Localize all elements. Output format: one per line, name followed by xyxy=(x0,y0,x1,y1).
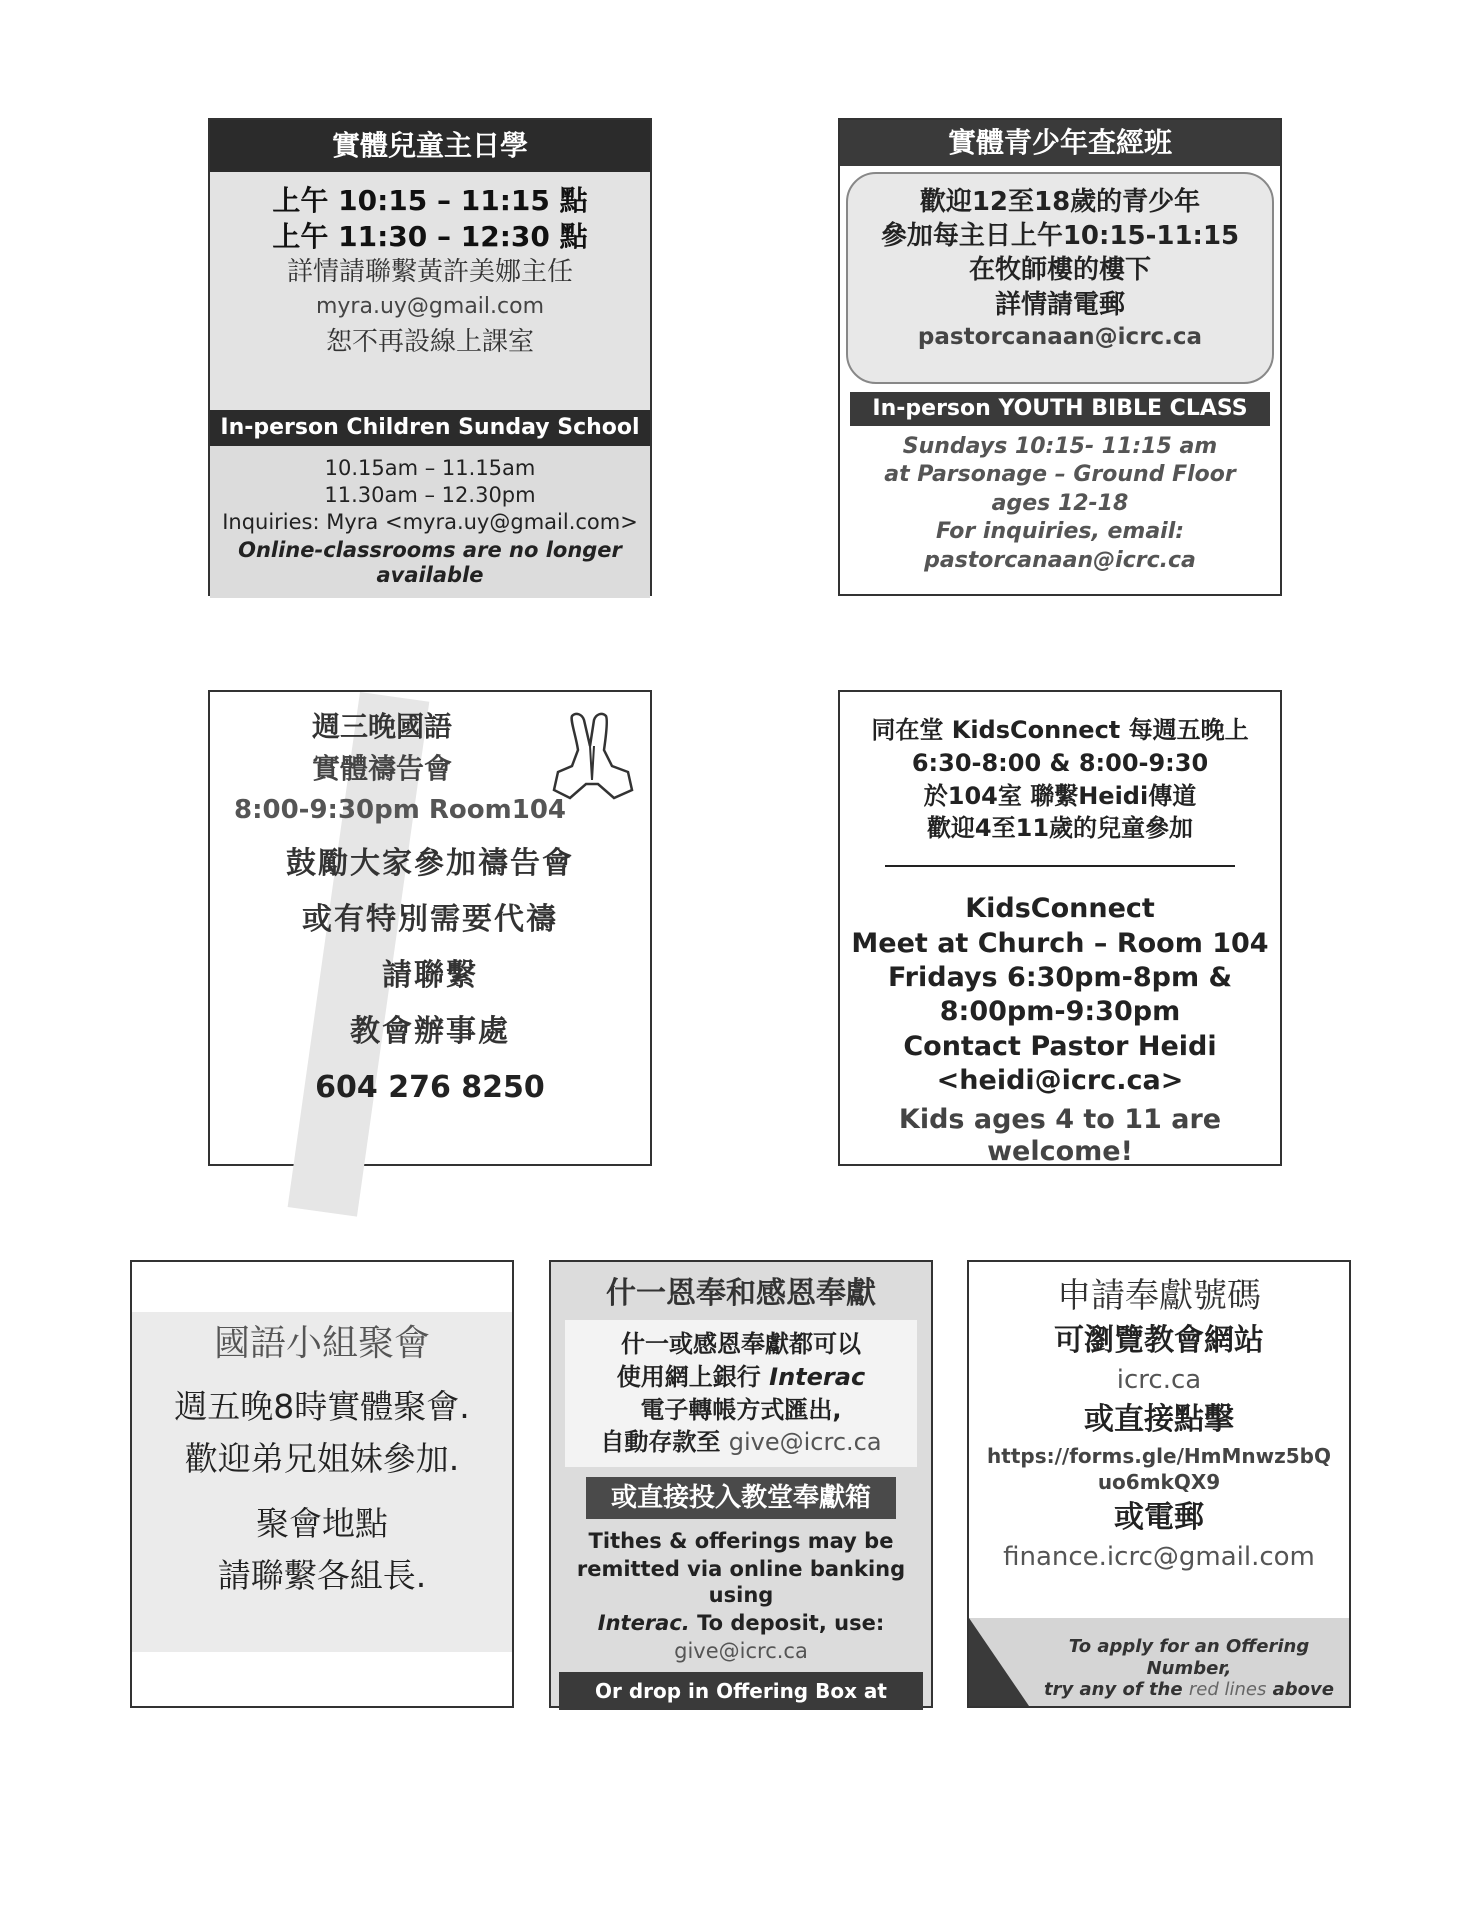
prayer-meeting-card xyxy=(208,690,652,1166)
kidsconnect-zh3: 於104室 聯繫Heidi傳道 xyxy=(923,781,1197,810)
children-school-header-en: In-person Children Sunday School xyxy=(210,410,650,446)
youth-bible-class-card xyxy=(838,118,1282,596)
foot2a: try any of the xyxy=(1044,1679,1189,1701)
kidsconnect-en7: Kids ages 4 to 11 are welcome! xyxy=(898,1103,1222,1167)
children-school-time2-zh: 上午 11:30 – 12:30 點 xyxy=(272,219,588,253)
prayer-phone[interactable]: 604 276 8250 xyxy=(315,1070,545,1106)
offering-p4-email[interactable]: give@icrc.ca xyxy=(728,1428,882,1457)
children-school-no-online-zh: 恕不再設線上課室 xyxy=(325,326,534,357)
youth-en-section xyxy=(840,426,1280,576)
youth-line1-en: Sundays 10:15- 11:15 am xyxy=(902,434,1218,459)
offering-number-l3: 或電郵 xyxy=(1114,1499,1204,1535)
offering-en3-text: To deposit, use: xyxy=(689,1610,885,1635)
youth-line2-zh: 參加每主日上午10:15-11:15 xyxy=(880,221,1240,252)
offering-en3 xyxy=(551,1611,931,1636)
children-school-no-online-en: Online-classrooms are no longer available xyxy=(238,537,622,587)
youth-line2-en: at Parsonage – Ground Floor xyxy=(884,462,1236,488)
kidsconnect-en-section xyxy=(840,893,1280,1168)
offering-en1: Tithes & offerings may be xyxy=(588,1529,894,1554)
offering-p4-text: 自動存款至 xyxy=(600,1428,729,1457)
offering-number-email[interactable]: finance.icrc@gmail.com xyxy=(1003,1541,1315,1572)
youth-line4-en: For inquiries, email: xyxy=(935,519,1185,545)
youth-email[interactable]: pastorcanaan@icrc.ca xyxy=(917,323,1203,350)
foot2b: red lines xyxy=(1188,1679,1267,1701)
prayer-c4: 教會辦事處 xyxy=(350,1014,510,1050)
offering-drop-bar: Or drop in Offering Box at chapel lobby xyxy=(559,1672,923,1710)
children-school-time2-en: 11.30am – 12.30pm xyxy=(324,483,536,508)
mandarin-group-card xyxy=(130,1260,514,1708)
youth-line3-en: ages 12-18 xyxy=(991,490,1129,516)
offering-p2 xyxy=(565,1363,917,1392)
kidsconnect-en5: Contact Pastor Heidi xyxy=(903,1030,1217,1062)
offering-number-l1: 可瀏覽教會網站 xyxy=(1054,1322,1264,1358)
children-school-time1-zh: 上午 10:15 – 11:15 點 xyxy=(272,184,588,217)
offering-p4 xyxy=(565,1428,917,1457)
kidsconnect-en1: KidsConnect xyxy=(965,893,1155,925)
mandarin-group-l1: 週五晚8時實體聚會. xyxy=(174,1387,470,1427)
youth-line1-zh: 歡迎12至18歲的青少年 xyxy=(919,187,1201,217)
kidsconnect-zh2: 6:30-8:00 & 8:00-9:30 xyxy=(911,748,1209,777)
children-sunday-school-card xyxy=(208,118,652,596)
offering-number-url1[interactable]: https://forms.gle/HmMnwz5bQ xyxy=(987,1443,1331,1468)
children-school-en-section xyxy=(210,446,650,598)
offering-zh-panel xyxy=(565,1320,917,1467)
offering-p1: 什一或感恩奉獻都可以 xyxy=(621,1330,861,1358)
prayer-line1: 週三晚國語 xyxy=(312,710,453,743)
prayer-c2: 或有特別需要代禱 xyxy=(302,902,558,938)
mandarin-group-panel xyxy=(132,1312,512,1652)
kidsconnect-zh1: 同在堂 KidsConnect 每週五晚上 xyxy=(871,716,1249,744)
prayer-line2: 實體禱告會 xyxy=(312,751,453,785)
mandarin-group-l3: 聚會地點 xyxy=(256,1504,388,1544)
offering-number-site[interactable]: icrc.ca xyxy=(1116,1364,1202,1395)
offering-number-foot1: To apply for an Offering Number, xyxy=(1068,1636,1310,1679)
kidsconnect-card xyxy=(838,690,1282,1166)
kidsconnect-zh4: 歡迎4至11歲的兒童參加 xyxy=(926,814,1194,843)
divider xyxy=(885,865,1235,867)
youth-header-en: In-person YOUTH BIBLE CLASS xyxy=(850,392,1270,426)
offering-number-footer-text xyxy=(1039,1636,1339,1701)
mandarin-group-l2: 歡迎弟兄姐妹參加. xyxy=(184,1438,460,1478)
kidsconnect-en4: 8:00pm-9:30pm xyxy=(939,996,1181,1028)
offering-number-footer xyxy=(969,1618,1349,1706)
offering-card xyxy=(549,1260,933,1742)
offering-number-card xyxy=(967,1260,1351,1708)
children-school-contact-zh: 詳情請聯繫黃許美娜主任 xyxy=(286,257,573,288)
offering-p3: 電子轉帳方式匯出, xyxy=(640,1395,842,1424)
offering-p2-interac: Interac xyxy=(769,1362,866,1391)
offering-en3-interac: Interac. xyxy=(597,1610,690,1635)
footer-triangle xyxy=(969,1618,1029,1706)
kidsconnect-en3: Fridays 6:30pm-8pm & xyxy=(887,961,1233,993)
foot2c: above xyxy=(1266,1679,1334,1701)
prayer-time: 8:00-9:30pm Room104 xyxy=(234,795,566,826)
mandarin-group-l4: 請聯繫各組長. xyxy=(217,1555,427,1595)
offering-p2-text: 使用網上銀行 xyxy=(616,1362,770,1391)
children-school-email[interactable]: myra.uy@gmail.com xyxy=(315,294,544,320)
children-school-zh-section xyxy=(210,172,650,410)
youth-header-zh: 實體青少年查經班 xyxy=(840,120,1280,166)
offering-box-banner: 或直接投入教堂奉獻箱 xyxy=(586,1477,896,1519)
prayer-c1: 鼓勵大家參加禱告會 xyxy=(286,846,574,882)
offering-en4-email[interactable]: give@icrc.ca xyxy=(674,1638,808,1663)
youth-line4-zh: 詳情請電郵 xyxy=(994,289,1125,320)
offering-en-section xyxy=(551,1529,931,1664)
youth-email-en[interactable]: pastorcanaan@icrc.ca xyxy=(924,547,1196,573)
youth-line3-zh: 在牧師樓的樓下 xyxy=(968,255,1151,286)
mandarin-group-title: 國語小組聚會 xyxy=(213,1323,430,1364)
youth-zh-bubble xyxy=(846,172,1274,384)
offering-number-url2[interactable]: uo6mkQX9 xyxy=(1097,1469,1221,1494)
kidsconnect-en2: Meet at Church – Room 104 xyxy=(851,927,1269,959)
children-school-inquiries-en[interactable]: Inquiries: Myra <myra.uy@gmail.com> xyxy=(222,510,638,535)
offering-title: 什一恩奉和感恩奉獻 xyxy=(606,1276,876,1311)
offering-number-foot2 xyxy=(1039,1679,1339,1701)
kidsconnect-zh-section xyxy=(840,692,1280,843)
offering-en2: remitted via online banking using xyxy=(576,1557,906,1607)
offering-number-title: 申請奉獻號碼 xyxy=(1057,1276,1261,1316)
children-school-time1-en: 10.15am – 11.15am xyxy=(324,456,536,480)
prayer-c3: 請聯繫 xyxy=(382,958,478,994)
kidsconnect-email[interactable]: <heidi@icrc.ca> xyxy=(936,1065,1184,1097)
offering-number-l2: 或直接點擊 xyxy=(1084,1401,1234,1437)
children-school-header-zh: 實體兒童主日學 xyxy=(210,120,650,172)
